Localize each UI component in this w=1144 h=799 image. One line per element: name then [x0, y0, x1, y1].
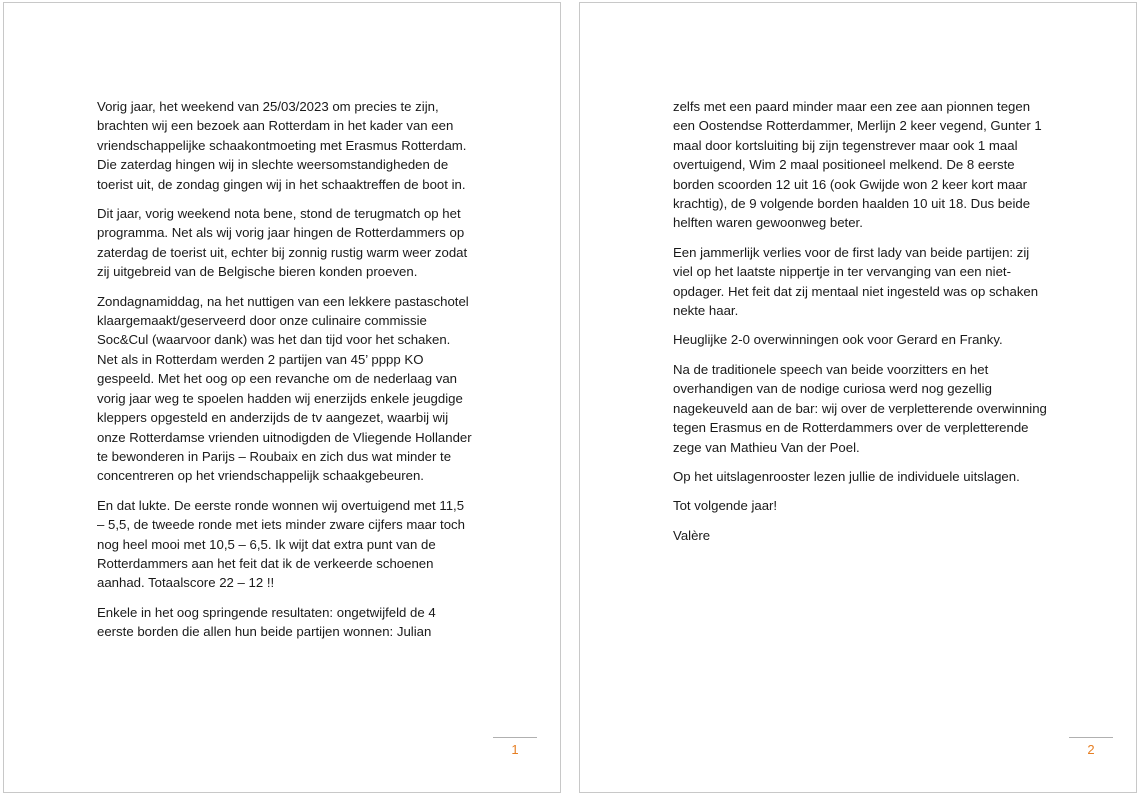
- paragraph: En dat lukte. De eerste ronde wonnen wij overtuigend met 11,5 – 5,5, de tweede ronde met iets minder zware cijfers maar toch nog heel mooi met 10,5 – 6,5. Ik wijt dat extra punt van de Rotterdammers aan het feit dat ik de verkeerde schoenen aanhad. Totaalscore 22 – 12 !!: [97, 497, 465, 591]
- footer-divider: [1069, 737, 1113, 738]
- paragraph: Vorig jaar, het weekend van 25/03/2023 om precies te zijn, brachten wij een bezoek aan Rotterdam in het kader van een vriendschappelijke schaakontmoeting met Erasmus Rotterdam. Die zaterdag hingen wij in slechte weersomstandigheden de toerist uit, de zondag gingen wij in het schaaktreffen de boot in.: [97, 99, 467, 192]
- paragraph: Een jammerlijk verlies voor de first lady van beide partijen: zij viel op het laatste nippertje in ter vervanging van een niet-opdager. Het feit dat zij mentaal niet ingesteld was op schaken nekte haar.: [673, 244, 1039, 319]
- document-page-2: [579, 2, 1137, 793]
- page-number: 1: [511, 742, 519, 757]
- paragraph: Tot volgende jaar!: [673, 498, 778, 514]
- paragraph: Heuglijke 2-0 overwinningen ook voor Gerard en Franky.: [673, 332, 1003, 348]
- paragraph: Na de traditionele speech van beide voorzitters en het overhandigen van de nodige curiosa werd nog gezellig nagekeuveld aan de bar: wij over de verpletterende overwinning tegen Erasmus en de Rotterdammers over de verpletterende zege van Mathieu Van der Poel.: [673, 361, 1047, 455]
- page-body: [673, 97, 1048, 555]
- footer-divider: [493, 737, 537, 738]
- paragraph: Zondagnamiddag, na het nuttigen van een lekkere pastaschotel klaargemaakt/geserveerd door onze culinaire commissie Soc&Cul (waarvoor dank) was het dan tijd voor het schaken. Net als in Rotterdam werden 2 partijen van 45’ pppp KO gespeeld. Met het oog op een revanche om de nederlaag van vorig jaar weg te spoelen hadden wij enerzijds enkele jeugdige kleppers opgesteld en anderzijds de tv aangezet, waarbij wij onze Rotterdamse vrienden uitnodigden de Vliegende Hollander te bewonderen in Parijs – Roubaix en zich dus wat minder te concentreren op het vriendschappelijk schaakgebeuren.: [97, 293, 472, 484]
- paragraph: Enkele in het oog springende resultaten: ongetwijfeld de 4 eerste borden die allen hun beide partijen wonnen: Julian: [97, 604, 436, 640]
- signature: Valère: [673, 527, 711, 543]
- document-page-1: [3, 2, 561, 793]
- page-number: 2: [1087, 742, 1095, 757]
- paragraph: zelfs met een paard minder maar een zee aan pionnen tegen een Oostendse Rotterdammer, Merlijn 2 keer vegend, Gunter 1 maal door kortsluiting bij zijn tegenstrever maar ook 1 maal overtuigend, Wim 2 maal positioneel melkend. De 8 eerste borden scoorden 12 uit 16 (ook Gwijde won 2 keer kort maar krachtig), de 9 volgende borden haalden 10 uit 18. Dus beide helften waren gewoonweg beter.: [673, 99, 1042, 231]
- paragraph: Op het uitslagenrooster lezen jullie de individuele uitslagen.: [673, 468, 1020, 484]
- page-body: [97, 97, 472, 652]
- paragraph: Dit jaar, vorig weekend nota bene, stond de terugmatch op het programma. Net als wij vorig jaar hingen de Rotterdammers op zaterdag de toerist uit, echter bij zonnig rustig warm weer zodat zij uitgebreid van de Belgische bieren konden proeven.: [97, 206, 468, 280]
